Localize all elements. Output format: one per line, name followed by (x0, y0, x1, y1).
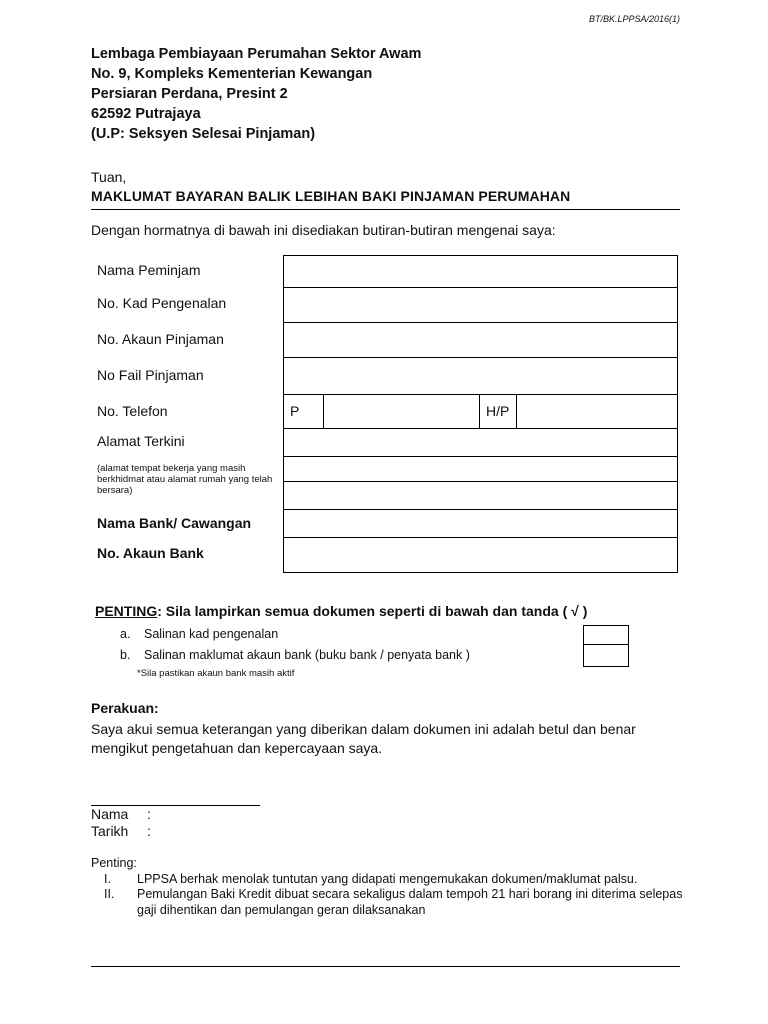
subject-divider (91, 209, 680, 210)
documents-heading-prefix: PENTING (95, 603, 158, 619)
form-reference: BT/BK.LPPSA/2016(1) (588, 14, 680, 24)
phone-p-label: P (290, 403, 300, 419)
input-no-akaun-pinjaman[interactable] (283, 322, 678, 358)
document-item-a-text: Salinan kad pengenalan (144, 627, 279, 641)
input-no-akaun-bank[interactable] (283, 537, 678, 573)
footer-item-1-text: LPPSA berhak menolak tuntutan yang didapati mengemukakan dokumen/maklumat palsu. (137, 872, 638, 886)
salutation: Tuan, (91, 169, 127, 185)
footer-divider (91, 966, 680, 967)
input-no-fail[interactable] (283, 357, 678, 395)
footer-item-2-num: II. (104, 887, 115, 901)
declaration-text: Saya akui semua keterangan yang diberikan dalam dokumen ini adalah betul dan benar mengikut pengetahuan dan kepercayaan saya. (91, 721, 636, 756)
document-item-b-text: Salinan maklumat akaun bank (buku bank / penyata bank ) (144, 648, 470, 662)
label-no-akaun-pinjaman: No. Akaun Pinjaman (97, 331, 224, 347)
intro-text: Dengan hormatnya di bawah ini disediakan butiran-butiran mengenai saya: (91, 222, 556, 238)
footer-item-2 (104, 886, 683, 917)
footer-item-2-text: Pemulangan Baki Kredit dibuat secara sekaligus dalam tempoh 21 hari borang ini diterima selepas gaji dihentikan dan pemulangan geran dilaksanakan (137, 887, 683, 917)
address-line-3: Persiaran Perdana, Presint 2 (91, 86, 288, 102)
phone-p-label-cell (283, 394, 324, 429)
document-item-b-mark: b. (120, 648, 131, 662)
signature-nama-label: Nama (91, 806, 129, 822)
subject-heading: MAKLUMAT BAYARAN BALIK LEBIHAN BAKI PINJAMAN PERUMAHAN (91, 188, 571, 204)
footer-item-1-num: I. (104, 872, 111, 886)
input-phone-p[interactable] (323, 394, 480, 429)
address-line-1: Lembaga Pembiayaan Perumahan Sektor Awam (91, 46, 422, 62)
documents-heading-rest: : Sila lampirkan semua dokumen seperti di bawah dan tanda ( √ ) (157, 603, 588, 619)
input-phone-hp[interactable] (516, 394, 678, 429)
input-alamat-line-3[interactable] (283, 481, 678, 510)
bank-active-note: *Sila pastikan akaun bank masih aktif (137, 668, 295, 679)
signature-nama-colon: : (147, 806, 151, 822)
document-item-a (118, 627, 278, 641)
signature-nama-row (91, 806, 151, 822)
signature-tarikh-label: Tarikh (91, 823, 129, 839)
address-line-5: (U.P: Seksyen Selesai Pinjaman) (91, 126, 316, 142)
input-nama-bank[interactable] (283, 509, 678, 538)
label-no-kad: No. Kad Pengenalan (97, 295, 227, 311)
phone-hp-label-cell (479, 394, 517, 429)
document-item-a-mark: a. (120, 627, 131, 641)
footer-item-1 (104, 871, 638, 887)
label-no-telefon: No. Telefon (97, 403, 168, 419)
documents-heading (95, 603, 587, 619)
label-alamat-note: (alamat tempat bekerja yang masih berkhidmat atau alamat rumah yang telah bersara) (97, 463, 273, 496)
recipient-address (91, 44, 421, 144)
label-no-akaun-bank: No. Akaun Bank (97, 545, 204, 561)
label-no-fail: No Fail Pinjaman (97, 367, 204, 383)
checkbox-item-a[interactable] (583, 625, 629, 645)
signature-tarikh-colon: : (147, 823, 151, 839)
address-line-4: 62592 Putrajaya (91, 106, 201, 122)
phone-hp-label: H/P (486, 403, 510, 419)
address-line-2: No. 9, Kompleks Kementerian Kewangan (91, 66, 373, 82)
label-nama-peminjam: Nama Peminjam (97, 262, 201, 278)
input-no-kad[interactable] (283, 287, 678, 323)
input-alamat-line-1[interactable] (283, 428, 678, 457)
document-item-b (118, 648, 470, 662)
input-alamat-line-2[interactable] (283, 456, 678, 482)
label-alamat: Alamat Terkini (97, 433, 185, 449)
input-nama-peminjam[interactable] (283, 255, 678, 288)
checkbox-item-b[interactable] (583, 644, 629, 667)
label-nama-bank: Nama Bank/ Cawangan (97, 515, 252, 531)
signature-tarikh-row (91, 823, 151, 839)
declaration-title: Perakuan: (91, 700, 159, 716)
footer-title: Penting: (91, 856, 137, 870)
